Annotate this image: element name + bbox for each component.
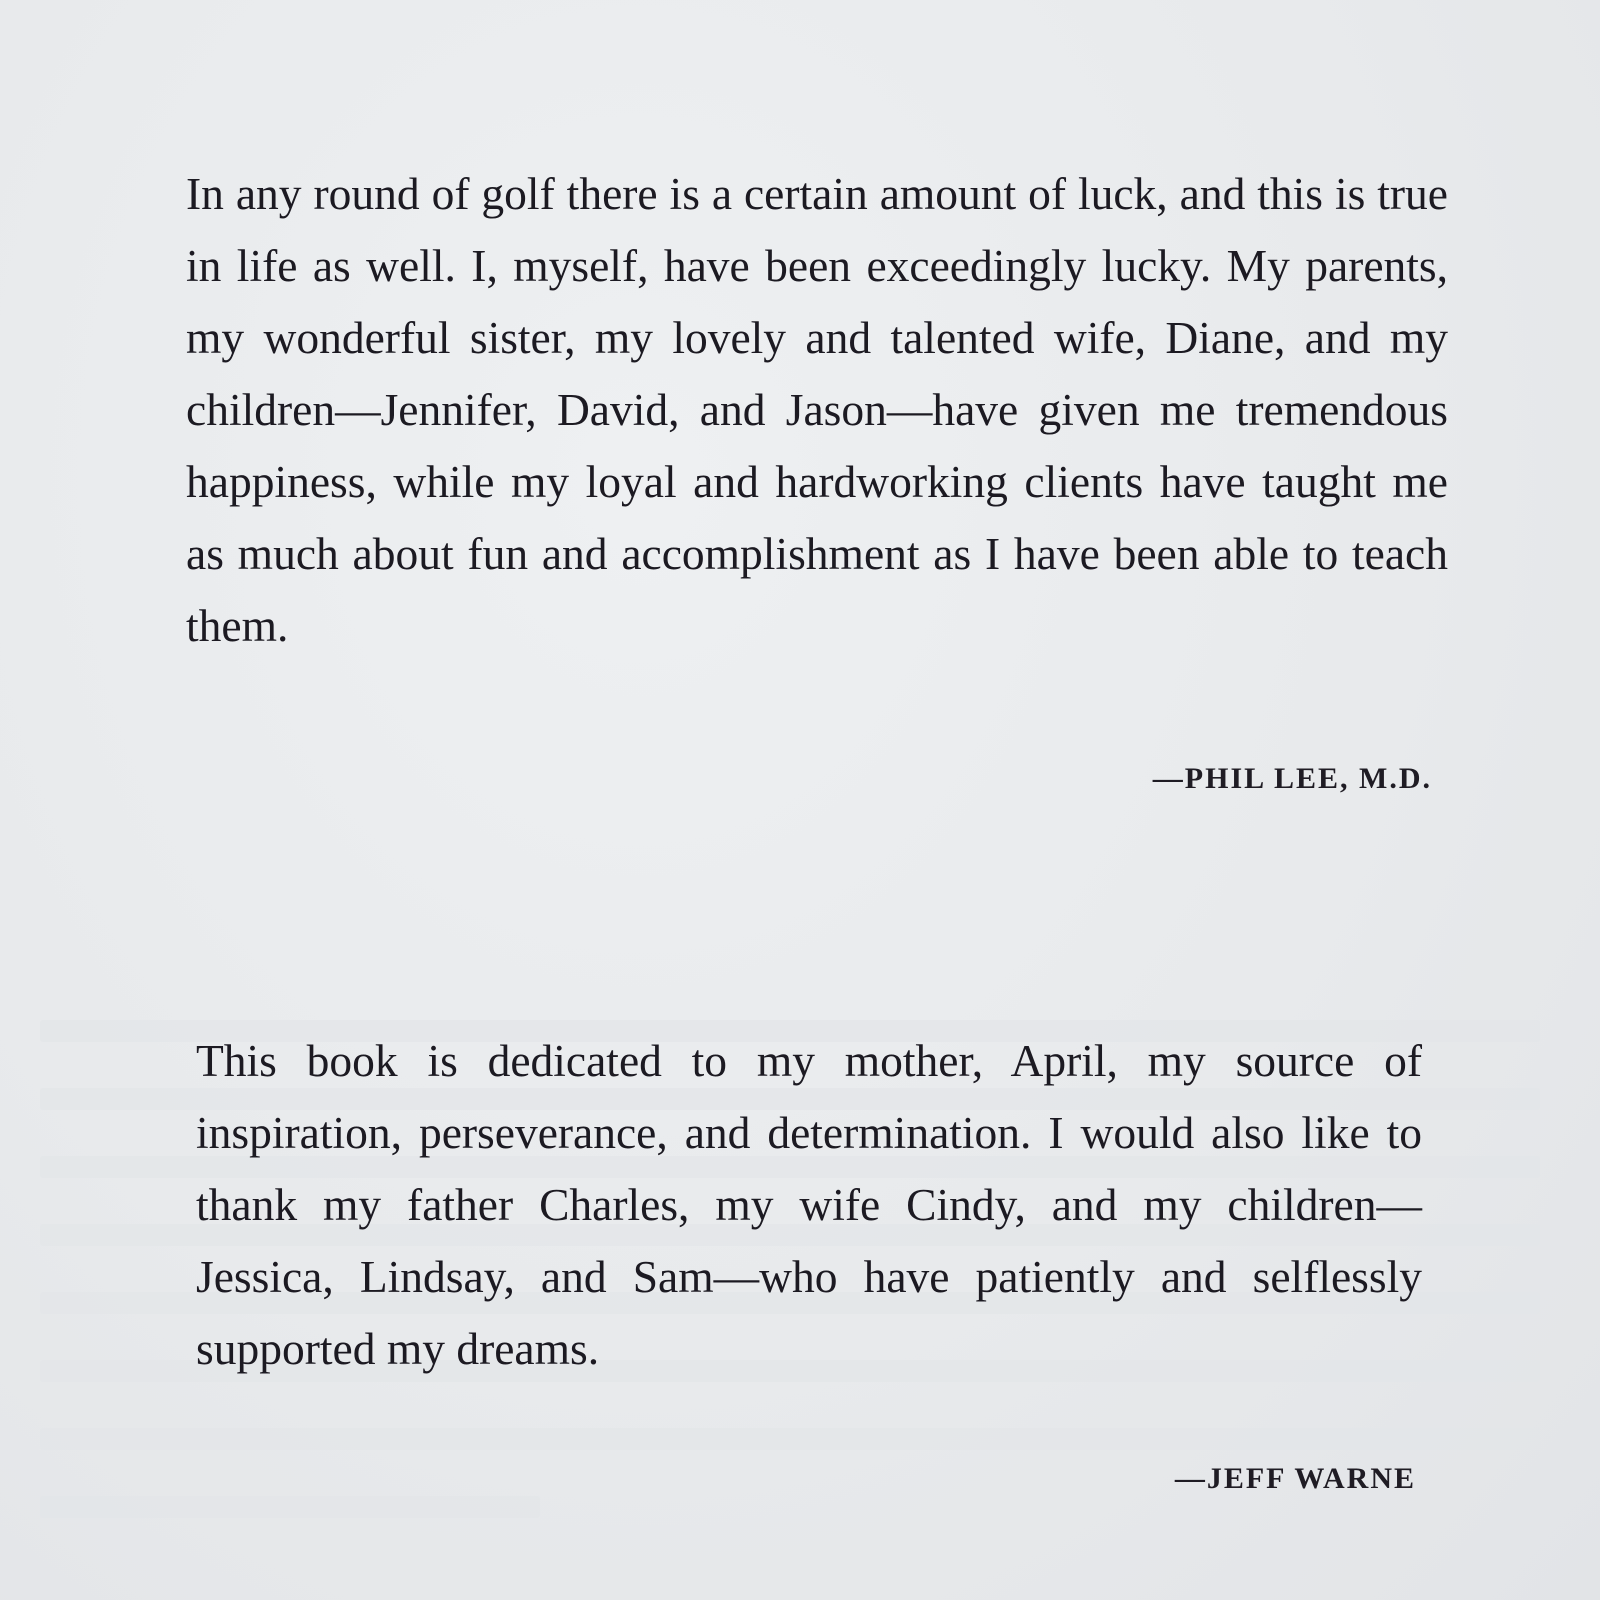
signature-phil-lee: —PHIL LEE, M.D. bbox=[1152, 762, 1432, 795]
acknowledgment-paragraph-phil-lee: In any round of golf there is a certain amount of luck, and this is true in life as well. I, myself, have been exceedingly lucky. My parents, my wonderful sister, my lovely and talented wife, Diane, and my children—Jennifer, David, and Jason—have given me tremendous happiness, while my loyal and hardworking clients have taught me as much about fun and accomplishment as I have been able to teach them. bbox=[186, 168, 1448, 651]
show-through-line bbox=[40, 1428, 1540, 1450]
show-through-line bbox=[40, 1496, 540, 1518]
acknowledgment-paragraph-jeff-warne: This book is dedicated to my mother, April, my source of inspiration, perseverance, and determination. I would also like to thank my father Charles, my wife Cindy, and my children—Jessica, Lindsay, and Sam—who have patiently and selflessly supported my dreams. bbox=[196, 1035, 1422, 1374]
signature-jeff-warne: —JEFF WARNE bbox=[1174, 1462, 1416, 1495]
